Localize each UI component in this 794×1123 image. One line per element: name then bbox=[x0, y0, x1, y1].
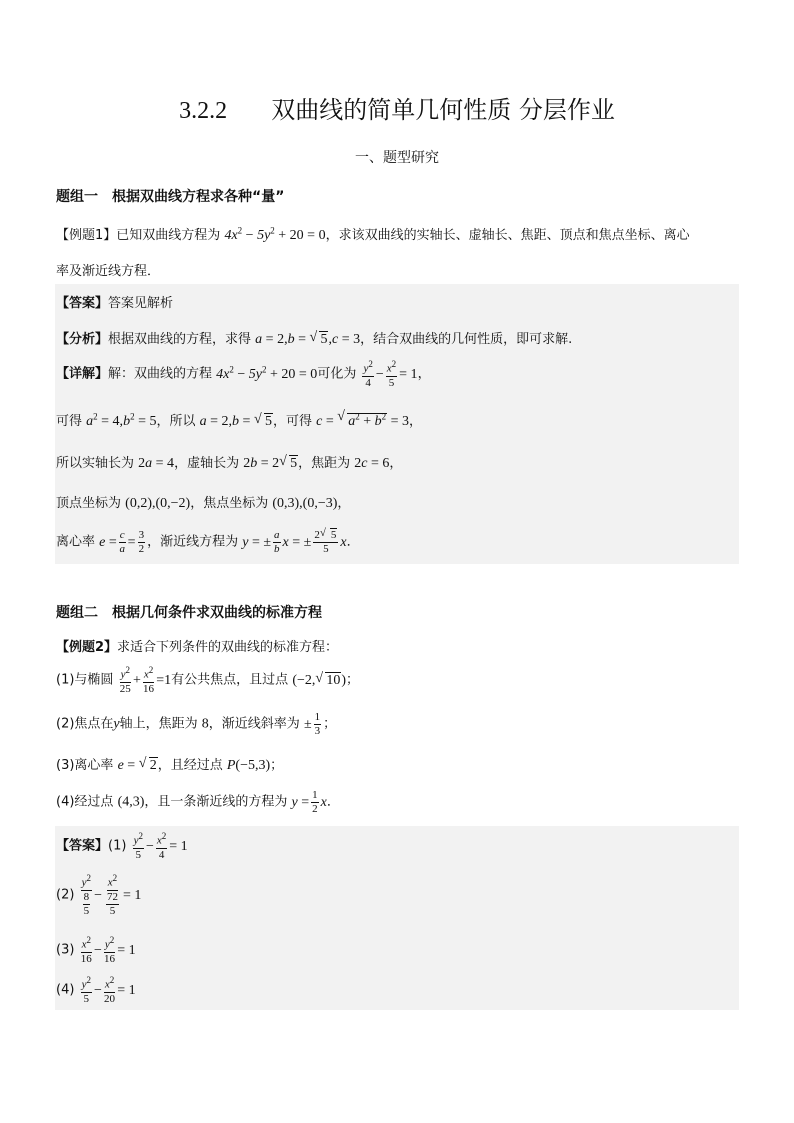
equation: $4x^2 - 5y^2 + 20 = 0$ bbox=[224, 225, 326, 243]
document-title bbox=[0, 90, 794, 125]
question-4: (4)经过点 (4,3)，且一条渐近线的方程为 y = $\frac{1}{2}$ x． bbox=[56, 789, 340, 815]
detail1-line5: 离心率 e = $\frac{c}{a}$ = $\frac{3}{2}$ ，渐近线方程为 y = ± $\frac{a}{b}$ x = ± $\frac{2√ 5}{5}$ x． bbox=[56, 530, 360, 555]
answer2-1: 【答案】(1) $\frac{y^2}{5}$ − $\frac{x^2}{4}$ = 1 bbox=[56, 831, 188, 861]
group2-heading: 题组二 根据几何条件求双曲线的标准方程 bbox=[56, 605, 322, 621]
detail1: 【详解】解：双曲线的方程 $4x^2 - 5y^2 + 20 = 0$可化为 $\frac{y^2}{4}$ − $\frac{x^2}{5}$ = 1， bbox=[56, 359, 431, 389]
question-1: (1)与椭圆 $\frac{y^2}{25}$ + $\frac{x^2}{16}$ =1有公共焦点，且过点 (−2,√ 10)； bbox=[56, 666, 359, 695]
example2: 【例题2】求适合下列条件的双曲线的标准方程： bbox=[56, 640, 339, 655]
example1-cont: 率及渐近线方程． bbox=[56, 264, 161, 279]
question-2: (2)焦点在y轴上，焦距为 8，渐近线斜率为 ± $\frac{1}{3}$ ； bbox=[56, 711, 337, 737]
question-3: (3)离心率 e = √ 2，且经过点 P(−5,3)； bbox=[56, 754, 283, 774]
section-code: 3.2.2 bbox=[179, 98, 228, 124]
detail1-line3: 所以实轴长为 2a = 4，虚轴长为 2b = 2√ 5，焦距为 2c = 6， bbox=[56, 452, 402, 472]
detail1-line4: 顶点坐标为 (0,2),(0,−2)，焦点坐标为 (0,3),(0,−3)， bbox=[56, 496, 351, 511]
answer1: 【答案】答案见解析 bbox=[56, 296, 174, 311]
example1: 【例题1】已知双曲线方程为 $4x^2 - 5y^2 + 20 = 0$，求该双曲线的实轴长、虚轴长、焦距、顶点和焦点坐标、离心 bbox=[56, 225, 690, 243]
answer2-4: (4) $\frac{y^2}{5}$ − $\frac{x^2}{20}$ = 1 bbox=[56, 975, 136, 1005]
subtitle: 一、题型研究 bbox=[355, 150, 439, 166]
analysis1: 【分析】根据双曲线的方程，求得 a = 2,b = √ 5,c = 3，结合双曲线的几何性质，即可求解. bbox=[56, 328, 572, 348]
group1-heading: 题组一 根据双曲线方程求各种“量” bbox=[56, 189, 285, 205]
detail1-line2: 可得 $a^2 = 4,b^2 = 5$，所以 a = 2,b = √ 5，可得 c = √ $a^2 + b^2 = 3$， bbox=[56, 410, 422, 430]
answer2-3: (3) $\frac{x^2}{16}$ − $\frac{y^2}{16}$ = 1 bbox=[56, 935, 136, 965]
answer2-2: (2) $\frac{y^2}{\frac{8}{5}}$ − $\frac{x^2}{\frac{72}{5}}$ = 1 bbox=[56, 873, 142, 917]
title-text: 双曲线的简单几何性质 分层作业 bbox=[271, 96, 615, 124]
